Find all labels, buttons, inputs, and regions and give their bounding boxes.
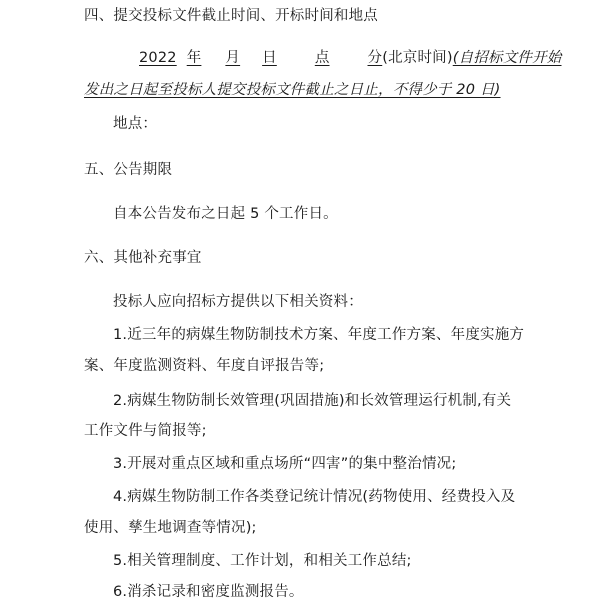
list-item-4-line2: 使用、孳生地调查等情况); [84,520,257,536]
deadline-year: 2022 [139,50,177,66]
list-item-4-line1: 4.病媒生物防制工作各类登记统计情况(药物使用、经费投入及 [113,489,516,505]
list-item-2-line1: 2.病媒生物防制长效管理(巩固措施)和长效管理运行机制,有关 [113,393,512,409]
deadline-month-unit: 月 [225,50,241,66]
deadline-note-line1: (自招标文件开始 [452,50,562,66]
section6-heading: 六、其他补充事宜 [84,250,202,266]
list-item-1-line2: 案、年度监测资料、年度自评报告等; [84,358,325,374]
deadline-hour-unit: 点 [314,50,330,66]
list-item-3: 3.开展对重点区域和重点场所“四害”的集中整治情况; [113,456,457,472]
section5-heading: 五、公告期限 [84,162,173,178]
section4-heading: 四、提交投标文件截止时间、开标时间和地点 [84,8,378,24]
list-item-5: 5.相关管理制度、工作计划，和相关工作总结; [113,553,412,569]
deadline-minute-unit: 分 [367,50,383,66]
section5-body: 自本公告发布之日起 5 个工作日。 [113,206,338,222]
list-item-6: 6.消杀记录和密度监测报告。 [113,584,304,600]
location-label: 地点： [113,116,158,132]
deadline-year-unit: 年 [186,50,202,66]
deadline-row [115,48,562,68]
section6-intro: 投标人应向招标方提供以下相关资料： [113,294,363,310]
list-item-1-line1: 1.近三年的病媒生物防制技术方案、年度工作方案、年度实施方 [113,327,525,343]
deadline-day-unit: 日 [262,50,277,66]
deadline-timezone: (北京时间) [382,50,453,66]
deadline-note-line2: 发出之日起至投标人提交投标文件截止之日止，不得少于 20 日) [84,82,501,98]
list-item-2-line2: 工作文件与简报等; [84,423,207,439]
deadline-date-blanks [115,50,382,66]
